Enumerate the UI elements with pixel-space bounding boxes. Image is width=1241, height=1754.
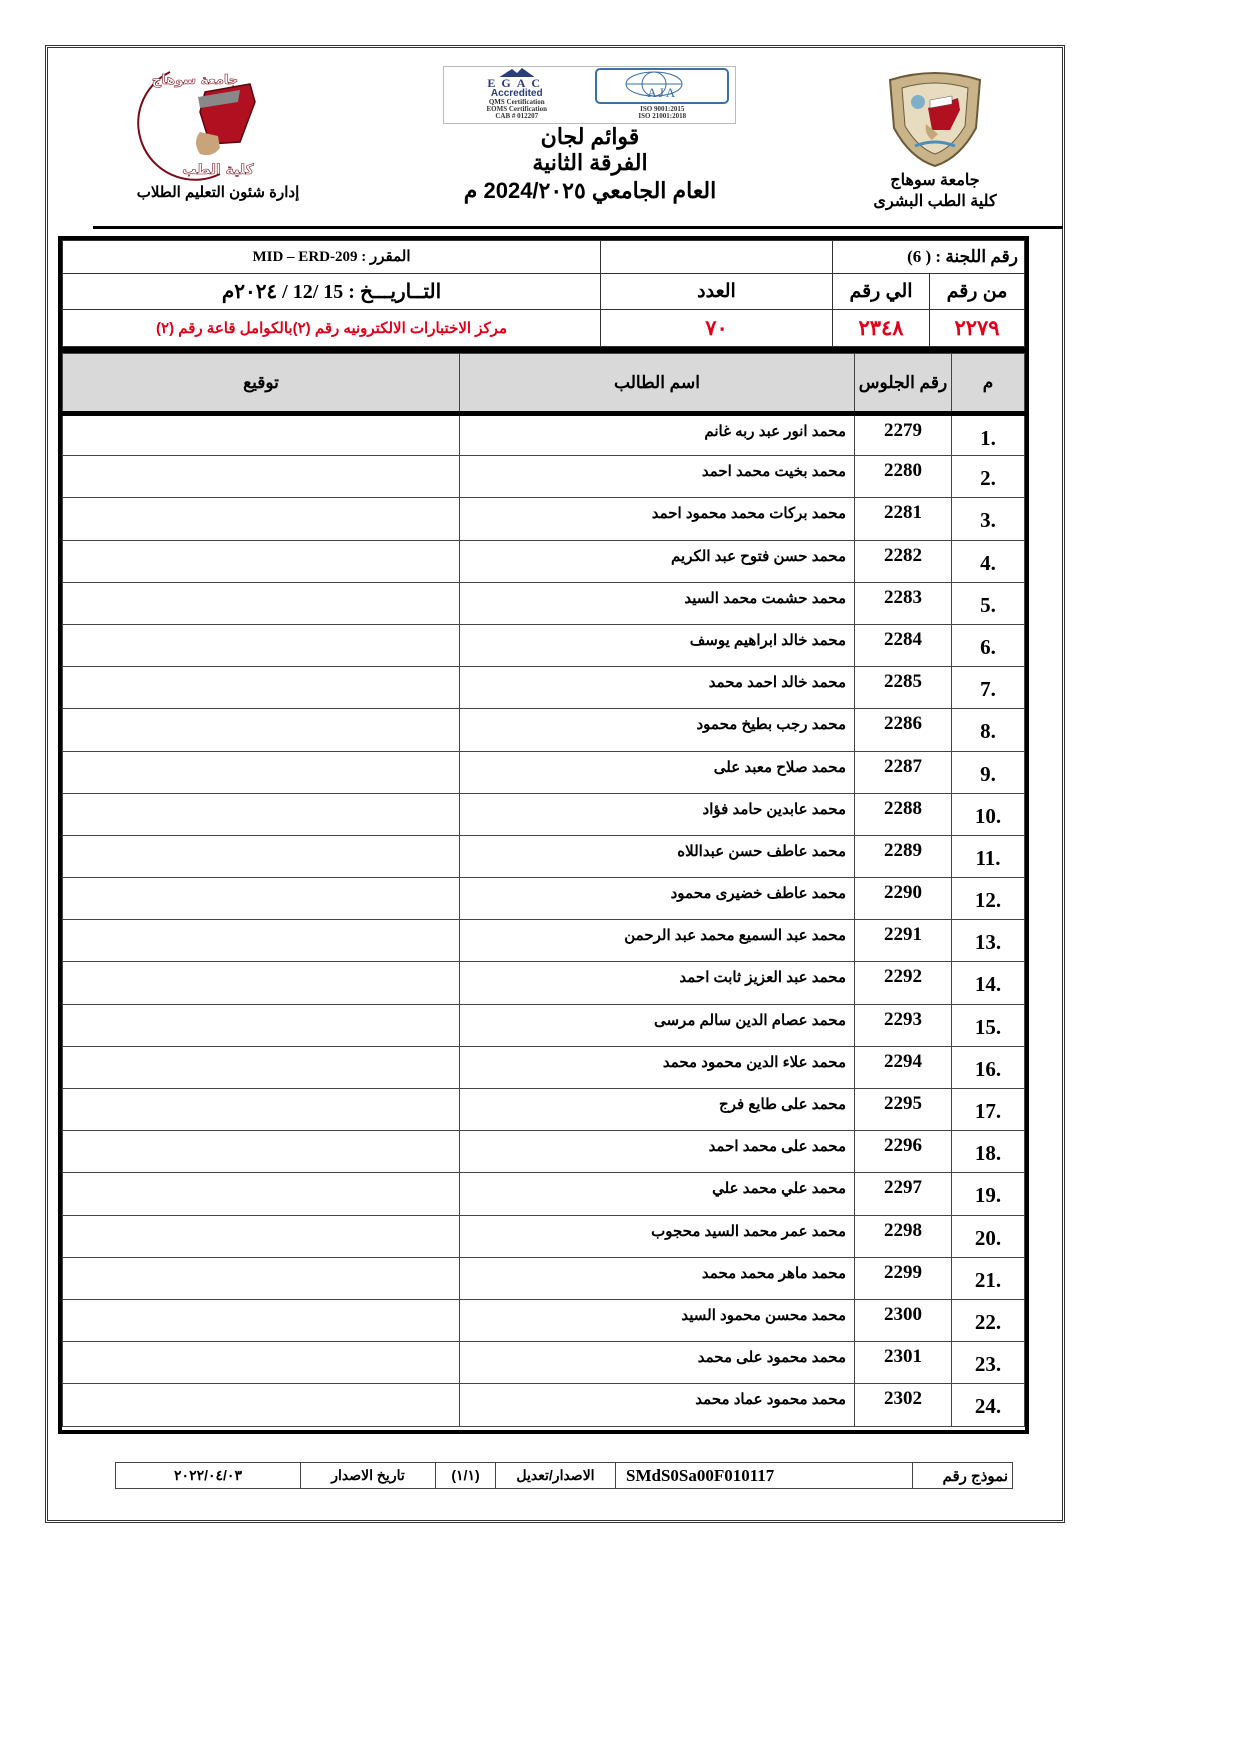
row-signature-field[interactable] [63, 1004, 460, 1046]
svg-text:كلية الطب: كلية الطب [182, 162, 254, 178]
row-index: 19. [952, 1173, 1025, 1215]
row-index: 12. [952, 878, 1025, 920]
row-seat-number: 2301 [855, 1342, 952, 1384]
row-seat-number: 2299 [855, 1257, 952, 1299]
table-row [63, 751, 1025, 793]
egac-line: QMS Certification [488, 98, 545, 106]
row-seat-number: 2290 [855, 878, 952, 920]
row-seat-number: 2288 [855, 793, 952, 835]
row-signature-field[interactable] [63, 624, 460, 666]
row-index: 14. [952, 962, 1025, 1004]
row-student-name: محمد عمر محمد السيد محجوب [460, 1215, 855, 1257]
row-index: 1. [952, 414, 1025, 456]
row-seat-number: 2281 [855, 498, 952, 540]
row-index: 22. [952, 1299, 1025, 1341]
students-table [62, 353, 1025, 1427]
row-index: 3. [952, 498, 1025, 540]
egac-line: CAB # 012207 [495, 112, 539, 120]
index-header: م [952, 354, 1025, 414]
level-title: الفرقة الثانية [532, 150, 648, 175]
table-row [63, 1131, 1025, 1173]
row-seat-number: 2300 [855, 1299, 952, 1341]
row-student-name: محمد ماهر محمد محمد [460, 1257, 855, 1299]
row-index: 17. [952, 1089, 1025, 1131]
row-seat-number: 2298 [855, 1215, 952, 1257]
students-table-panel [58, 348, 1029, 1434]
row-seat-number: 2279 [855, 414, 952, 456]
aja-line: ISO 21001:2018 [638, 112, 687, 120]
exam-date: التــاريـــخ : 15 /12 / ٢٠٢٤م [63, 273, 601, 310]
count-value: ٧٠ [601, 310, 833, 347]
row-signature-field[interactable] [63, 793, 460, 835]
row-seat-number: 2296 [855, 1131, 952, 1173]
table-row [63, 1089, 1025, 1131]
row-index: 8. [952, 709, 1025, 751]
row-index: 23. [952, 1342, 1025, 1384]
egac-line: EOMS Certification [486, 105, 547, 113]
row-index: 6. [952, 624, 1025, 666]
egac-badge [444, 67, 590, 123]
row-seat-number: 2292 [855, 962, 952, 1004]
row-signature-field[interactable] [63, 1342, 460, 1384]
seat-number-header: رقم الجلوس [855, 354, 952, 414]
certification-logos [443, 66, 736, 124]
globe-icon [595, 68, 729, 104]
row-seat-number: 2287 [855, 751, 952, 793]
table-row [63, 582, 1025, 624]
row-student-name: محمد على طايع فرج [460, 1089, 855, 1131]
row-index: 16. [952, 1046, 1025, 1088]
table-row [63, 667, 1025, 709]
table-row [63, 624, 1025, 666]
row-index: 13. [952, 920, 1025, 962]
faculty-name: كلية الطب البشرى [873, 193, 997, 210]
row-student-name: محمد علي محمد علي [460, 1173, 855, 1215]
row-student-name: محمد محسن محمود السيد [460, 1299, 855, 1341]
row-signature-field[interactable] [63, 1215, 460, 1257]
row-signature-field[interactable] [63, 1046, 460, 1088]
row-signature-field[interactable] [63, 456, 460, 498]
table-row [63, 835, 1025, 877]
row-index: 18. [952, 1131, 1025, 1173]
row-signature-field[interactable] [63, 414, 460, 456]
table-row [63, 1342, 1025, 1384]
exam-location: مركز الاختبارات الالكترونيه رقم (٢)بالكوامل قاعة رقم (٢) [63, 310, 601, 347]
form-number-label: نموذج رقم [913, 1463, 1013, 1489]
page-title: قوائم لجان [540, 124, 640, 149]
row-signature-field[interactable] [63, 1089, 460, 1131]
issue-date-value: ٢٠٢٢/٠٤/٠٣ [116, 1463, 301, 1489]
row-signature-field[interactable] [63, 667, 460, 709]
row-signature-field[interactable] [63, 1131, 460, 1173]
row-seat-number: 2282 [855, 540, 952, 582]
row-student-name: محمد بخيت محمد احمد [460, 456, 855, 498]
count-label: العدد [601, 273, 833, 310]
row-signature-field[interactable] [63, 1173, 460, 1215]
row-seat-number: 2280 [855, 456, 952, 498]
row-index: 21. [952, 1257, 1025, 1299]
row-student-name: محمد حسن فتوح عبد الكريم [460, 540, 855, 582]
row-seat-number: 2294 [855, 1046, 952, 1088]
row-student-name: محمد علاء الدين محمود محمد [460, 1046, 855, 1088]
row-student-name: محمد خالد احمد محمد [460, 667, 855, 709]
exam-info-table [62, 240, 1025, 347]
table-row [63, 1299, 1025, 1341]
row-signature-field[interactable] [63, 540, 460, 582]
table-row [63, 414, 1025, 456]
row-index: 24. [952, 1384, 1025, 1426]
table-row [63, 1215, 1025, 1257]
row-student-name: محمد محمود عماد محمد [460, 1384, 855, 1426]
to-number-label: الي رقم [833, 273, 930, 310]
row-signature-field[interactable] [63, 498, 460, 540]
row-student-name: محمد على محمد احمد [460, 1131, 855, 1173]
row-student-name: محمد عبد السميع محمد عبد الرحمن [460, 920, 855, 962]
row-student-name: محمد عصام الدين سالم مرسى [460, 1004, 855, 1046]
row-seat-number: 2285 [855, 667, 952, 709]
page-title-block [430, 124, 750, 206]
from-number-value: ٢٢٧٩ [930, 310, 1025, 347]
row-signature-field[interactable] [63, 835, 460, 877]
row-index: 2. [952, 456, 1025, 498]
row-student-name: محمد محمود على محمد [460, 1342, 855, 1384]
form-number-code: SMdS0Sa00F010117 [616, 1463, 913, 1489]
row-seat-number: 2293 [855, 1004, 952, 1046]
aja-badge [590, 67, 736, 123]
admin-department: إدارة شئون التعليم الطلاب [136, 184, 300, 201]
academic-year: العام الجامعي 2024/٢٠٢٥ م [463, 178, 717, 203]
row-seat-number: 2297 [855, 1173, 952, 1215]
row-index: 9. [952, 751, 1025, 793]
table-row [63, 709, 1025, 751]
row-seat-number: 2291 [855, 920, 952, 962]
table-row [63, 1384, 1025, 1426]
row-signature-field[interactable] [63, 1299, 460, 1341]
course-code: المقرر : MID – ERD-209 [63, 241, 601, 274]
table-row [63, 1004, 1025, 1046]
table-row [63, 793, 1025, 835]
row-student-name: محمد بركات محمد محمود احمد [460, 498, 855, 540]
egac-status: Accredited [490, 88, 543, 99]
row-index: 7. [952, 667, 1025, 709]
row-student-name: محمد عاطف حسن عبداللاه [460, 835, 855, 877]
row-signature-field[interactable] [63, 582, 460, 624]
university-logo [880, 68, 990, 168]
empty-cell [601, 241, 833, 274]
table-row [63, 456, 1025, 498]
row-signature-field[interactable] [63, 709, 460, 751]
row-index: 15. [952, 1004, 1025, 1046]
aja-line: ISO 9001:2015 [640, 105, 685, 113]
student-name-header: اسم الطالب [460, 354, 855, 414]
aja-name: AJA [647, 85, 678, 100]
row-signature-field[interactable] [63, 1257, 460, 1299]
row-seat-number: 2302 [855, 1384, 952, 1426]
row-student-name: محمد عاطف خضيرى محمود [460, 878, 855, 920]
table-row [63, 962, 1025, 1004]
row-index: 5. [952, 582, 1025, 624]
university-name-block [850, 170, 1020, 212]
signature-header: توقيع [63, 354, 460, 414]
row-index: 20. [952, 1215, 1025, 1257]
row-signature-field[interactable] [63, 920, 460, 962]
egac-name: EGAC [487, 76, 547, 90]
svg-text:جامعة سوهاج: جامعة سوهاج [151, 73, 239, 88]
row-seat-number: 2286 [855, 709, 952, 751]
row-student-name: محمد صلاح معبد على [460, 751, 855, 793]
faculty-of-medicine-logo [100, 62, 280, 182]
shield-logo-icon [880, 68, 990, 168]
row-index: 10. [952, 793, 1025, 835]
row-student-name: محمد انور عبد ربه غانم [460, 414, 855, 456]
issue-date-label: تاريخ الاصدار [301, 1463, 436, 1489]
table-row [63, 540, 1025, 582]
header-divider [93, 226, 1063, 229]
row-seat-number: 2283 [855, 582, 952, 624]
to-number-value: ٢٣٤٨ [833, 310, 930, 347]
row-student-name: محمد رجب بطيخ محمود [460, 709, 855, 751]
row-signature-field[interactable] [63, 1384, 460, 1426]
table-row [63, 498, 1025, 540]
revision-label: الاصدار/تعديل [496, 1463, 616, 1489]
from-number-label: من رقم [930, 273, 1025, 310]
row-student-name: محمد حشمت محمد السيد [460, 582, 855, 624]
row-signature-field[interactable] [63, 751, 460, 793]
row-signature-field[interactable] [63, 962, 460, 1004]
form-footer [115, 1462, 1013, 1489]
table-row [63, 1046, 1025, 1088]
table-header-row [63, 354, 1025, 414]
row-student-name: محمد عبد العزيز ثابت احمد [460, 962, 855, 1004]
committee-number: رقم اللجنة : ( 6) [833, 241, 1025, 274]
row-index: 11. [952, 835, 1025, 877]
row-seat-number: 2295 [855, 1089, 952, 1131]
university-name: جامعة سوهاج [890, 172, 980, 189]
row-index: 4. [952, 540, 1025, 582]
crescent-logo-icon [100, 62, 280, 182]
row-student-name: محمد خالد ابراهيم يوسف [460, 624, 855, 666]
table-row [63, 1257, 1025, 1299]
row-seat-number: 2289 [855, 835, 952, 877]
table-row [63, 920, 1025, 962]
table-row [63, 878, 1025, 920]
revision-value: (١/١) [436, 1463, 496, 1489]
row-signature-field[interactable] [63, 878, 460, 920]
table-row [63, 1173, 1025, 1215]
row-seat-number: 2284 [855, 624, 952, 666]
row-student-name: محمد عابدين حامد فؤاد [460, 793, 855, 835]
exam-info-panel [58, 236, 1029, 350]
